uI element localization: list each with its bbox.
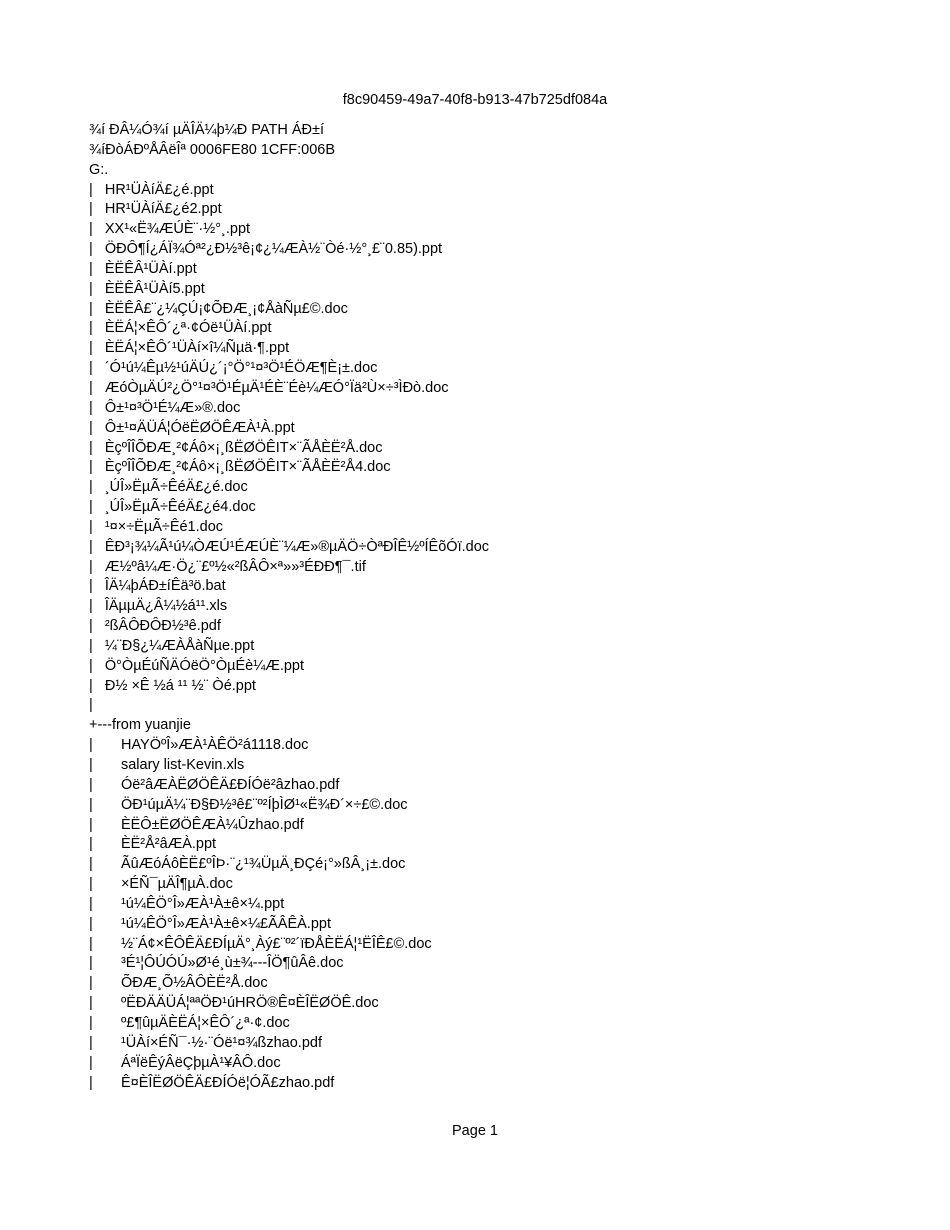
listing-line: | ÈËÁ¦×ÊÔ´¿ª·¢Óë¹ÜÀí.ppt [89, 320, 272, 337]
listing-line: | ÖÐ¹úµÄ¼¨Ð§Ð½³ê£¨º²ÍþÌØ¹«Ë¾Ð´×÷£©.doc [89, 796, 408, 813]
listing-line: | ÎÄµµÄ¿Â¼½á¹¹.xls [89, 598, 228, 615]
listing-line: | ÈË²Å²âÆÀ.ppt [89, 836, 217, 853]
listing-line: | ÈçºÎÎÕÐÆ¸²¢Áô×¡¸ßËØÖÊIT×¨ÃÅÈË²Å4.doc [89, 459, 391, 476]
listing-line: | ¼¨Ð§¿¼ÆÀÅàÑµe.ppt [89, 637, 255, 654]
listing-line: | ÊÐ³¡¾¼Ã¹ú¼ÒÆÚ¹ÉÆÚÈ¨¼Æ»®µÄÖ÷ÒªÐÎÊ½ºÍÊõÓï.doc [89, 538, 490, 555]
listing-line: +---from yuanjie [89, 717, 191, 734]
listing-line: | HAYÖºÎ»ÆÀ¹ÀÊÖ²á1118.doc [89, 737, 309, 754]
listing-line: | salary list-Kevin.xls [89, 757, 245, 773]
listing-line: | ¹ÜÀí×ÉÑ¯·½·¨Óë¹¤¾ßzhao.pdf [89, 1034, 322, 1051]
listing-line: | ¹ú¼ÊÖ°Î»ÆÀ¹À±ê×¼£ÃÂÊÀ.ppt [89, 915, 331, 932]
listing-line: | ÈËÊÂ¹ÜÀí5.ppt [89, 280, 205, 297]
listing-line: | ÎÄ¼þÁÐ±íÊä³ö.bat [89, 578, 226, 595]
listing-line: | HR¹ÜÀíÄ£¿é2.ppt [89, 201, 222, 218]
listing-line: | ÃûÆóÁôÈË£ºÎÞ·¨¿¹¾ÜµÄ¸ÐÇé¡°»ßÂ¸¡±.doc [89, 856, 406, 873]
page-footer: Page 1 [452, 1123, 498, 1139]
listing-line: | ¹¤×÷ËµÃ÷Êé1.doc [89, 518, 224, 535]
listing-line: | Ô±¹¤³Ö¹É¼Æ»®.doc [89, 399, 241, 416]
listing-line: | º£¶ûµÄÈËÁ¦×ÊÔ´¿ª·¢.doc [89, 1014, 290, 1031]
listing-line: | ²ßÂÔÐÔÐ½³ê.pdf [89, 618, 221, 635]
listing-line: | ÈËÔ±ËØÖÊÆÀ¼Ûzhao.pdf [89, 816, 304, 833]
listing-line: | ÈËÊÂ£¨¿¼ÇÚ¡¢ÕÐÆ¸¡¢ÅàÑµ£©.doc [89, 300, 348, 317]
listing-line: | ºËÐÄÄÜÁ¦ªªÖÐ¹úHRÖ®Ê¤ÈÎËØÖÊ.doc [89, 995, 379, 1012]
directory-listing [89, 121, 929, 1093]
listing-line: ¾í ÐÂ¼Ó¾í µÄÎÄ¼þ¼Ð PATH ÁÐ±í [89, 122, 324, 138]
listing-line: | ¸ÚÎ»ËµÃ÷ÊéÄ£¿é4.doc [89, 499, 256, 516]
listing-line: | ÕÐÆ¸Õ½ÂÔÈË²Å.doc [89, 975, 268, 992]
listing-line: | XX¹«Ë¾ÆÚÈ¨·½°¸.ppt [89, 221, 251, 238]
listing-line: | ÆóÒµÄÚ²¿Ö°¹¤³Ö¹ÉµÄ¹ÉÈ¨Éè¼ÆÓ°Ïä²Ù×÷³ÌÐò.doc [89, 379, 449, 396]
listing-line: | ½¨Á¢×ÊÔÊÄ£ÐÍµÄ°¸Àý£¨º²´ïÐÅÈËÁ¦¹ËÎÊ£©.doc [89, 935, 432, 952]
listing-line: | Ô±¹¤ÄÜÁ¦ÓëËØÖÊÆÀ¹À.ppt [89, 419, 295, 436]
listing-line: | Óë²âÆÀËØÖÊÄ£ÐÍÓë²âzhao.pdf [89, 776, 340, 793]
listing-line: | ÈçºÎÎÕÐÆ¸²¢Áô×¡¸ßËØÖÊIT×¨ÃÅÈË²Å.doc [89, 439, 383, 456]
listing-line: | ÈËÁ¦×ÊÔ´¹ÜÀí×î¼Ñµä·¶.ppt [89, 340, 290, 357]
listing-line: | ÈËÊÂ¹ÜÀí.ppt [89, 260, 197, 277]
listing-line: | ´Ó¹ú¼Êµ½¹úÄÚ¿´¡°Ö°¹¤³Ö¹ÉÖÆ¶È¡±.doc [89, 360, 378, 377]
listing-line: | Æ½ºâ¼Æ·Ö¿¨£º½«²ßÂÔ×ª»»³ÉÐÐ¶¯.tif [89, 558, 366, 575]
listing-line: | ÁªÏëÊýÂëÇþµÀ¹¥ÂÔ.doc [89, 1054, 281, 1071]
listing-line: | [89, 697, 93, 714]
listing-line: ¾íÐòÁÐºÅÂëÎª 0006FE80 1CFF:006B [89, 141, 336, 158]
page-header: f8c90459-49a7-40f8-b913-47b725df084a [342, 92, 608, 108]
listing-line: | ¸ÚÎ»ËµÃ÷ÊéÄ£¿é.doc [89, 479, 248, 496]
listing-line: | Ö°ÒµÉúÑÄÓëÖ°ÒµÉè¼Æ.ppt [89, 657, 305, 674]
listing-line: | Ê¤ÈÎËØÖÊÄ£ÐÍÓë¦ÓÃ£zhao.pdf [89, 1074, 335, 1091]
listing-line: | ÖÐÔ¶Í¿ÁÏ¾Óª²¿Ð½³ê¡¢¿¼ÆÀ½¨Òé·½°¸£¨0.85).ppt [89, 241, 443, 258]
listing-line: | Ð½ ×Ê ½á ¹¹ ½¨ Òé.ppt [89, 677, 256, 694]
listing-line: | HR¹ÜÀíÄ£¿é.ppt [89, 181, 214, 198]
listing-line: G:. [89, 161, 109, 178]
listing-line: | ¹ú¼ÊÖ°Î»ÆÀ¹À±ê×¼.ppt [89, 895, 285, 912]
listing-line: | ³É¹¦ÔÚÓÚ»Ø¹é¸ù±¾---ÎÖ¶ûÂê.doc [89, 955, 344, 972]
listing-line: | ×ÉÑ¯µÄÎ¶µÀ.doc [89, 876, 233, 893]
